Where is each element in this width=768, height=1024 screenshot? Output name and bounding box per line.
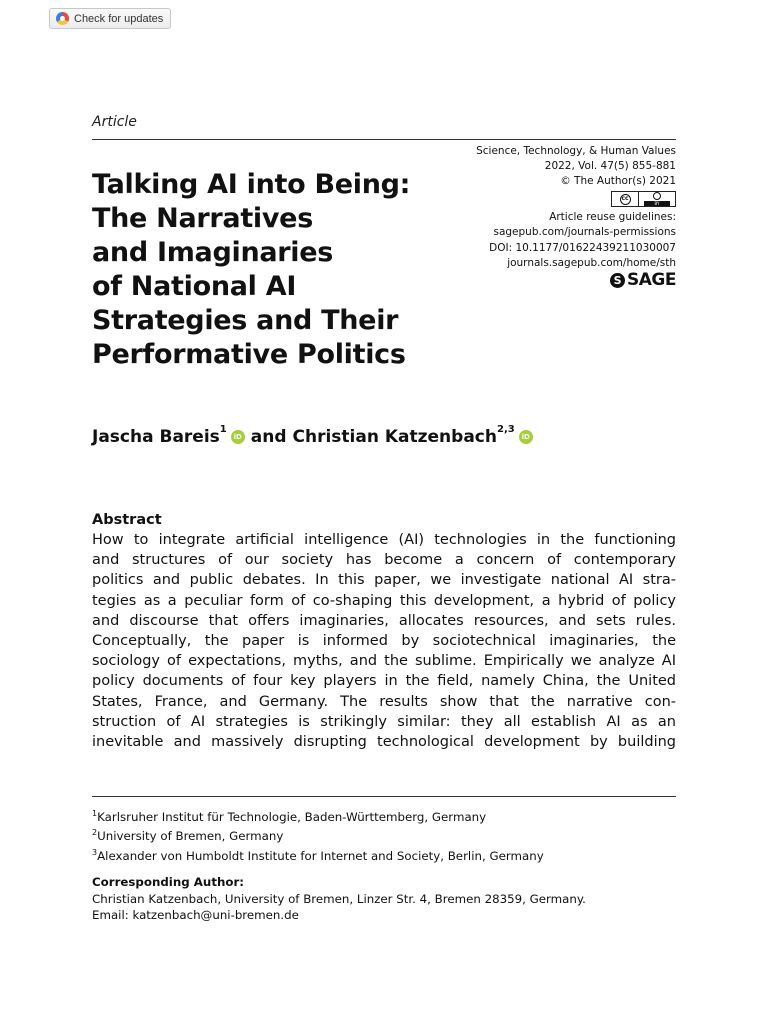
title-line: The Narratives [92,203,313,234]
abstract-line: How to integrate artificial intelligence (AI) technologies in the functioning [92,532,676,548]
title-line: Talking AI into Being: [92,169,411,200]
by-label: BY [644,201,670,206]
abstract-line: struction of AI strategies is strikingly similar: they all establish AI as an [92,713,676,730]
abstract-body [92,530,676,752]
abstract-line: sociology of expectations, myths, and the sublime. Empirically we analyze AI [92,653,676,670]
cc-by-license-icon[interactable] [611,191,676,207]
author-name: Christian Katzenbach [292,427,497,447]
footnote-rule [92,796,676,797]
check-for-updates-label: Check for updates [74,12,164,25]
reuse-guidelines-link[interactable]: sagepub.com/journals-permissions [493,226,676,239]
abstract-line: policy documents of four key players in the field, namely China, the United [92,673,676,690]
journal-homepage-link[interactable]: journals.sagepub.com/home/sth [507,256,676,269]
article-type-label: Article [92,114,137,130]
publisher-logo [476,269,676,290]
publisher-name: SAGE [627,269,676,290]
abstract-line: politics and public debates. In this paper, we investigate national AI stra- [92,572,676,589]
journal-name: Science, Technology, & Human Values [476,145,676,157]
affiliations [92,806,676,864]
check-for-updates-button[interactable] [49,8,171,29]
title-line: and Imaginaries [92,237,334,268]
header-rule [92,139,676,140]
corresponding-author-heading: Corresponding Author: [92,875,245,889]
author-affiliation-mark: 1 [219,424,227,435]
author-name: Jascha Bareis [92,427,220,447]
corresponding-author-address: Christian Katzenbach, University of Bremen, Linzer Str. 4, Bremen 28359, Germany. [92,891,586,906]
crossmark-icon [56,12,69,25]
affiliation-item: $^3$Alexander von Humboldt Institute for Internet and Society, Berlin, Germany [92,847,544,863]
title-line: Strategies and Their [92,305,399,336]
abstract-line: and structures of our society has become a concern of contemporary [92,552,676,569]
reuse-guidelines-label: Article reuse guidelines: [549,211,676,224]
abstract-heading: Abstract [92,512,162,528]
orcid-icon[interactable]: iD [519,430,533,444]
affiliation-item: $^2$University of Bremen, Germany [92,828,284,844]
affiliation-item: $^1$Karlsruher Institut für Technologie, Baden-Württemberg, Germany [92,809,487,824]
author-joiner: and [250,427,287,447]
sage-logo-icon: S [610,273,625,288]
cc-icon: cc [620,194,631,205]
journal-info [476,144,676,288]
abstract-line: and discourse that offers imaginaries, allocates resources, and sets rules. [92,612,676,629]
doi[interactable]: DOI: 10.1177/01622439211030007 [489,241,676,254]
abstract-line: inevitable and massively disrupting technological development by building [92,733,676,750]
corresponding-author [92,874,676,924]
title-line: Performative Politics [92,339,406,370]
abstract-line: States, France, and Germany. The results show that the narrative con- [92,693,676,710]
abstract-line: tegies as a peculiar form of co-shaping this development, a hybrid of policy [92,592,676,609]
journal-citation: 2022, Vol. 47(5) 855-881 [544,160,676,173]
article-title [92,168,472,372]
author-list [92,424,539,447]
author-affiliation-mark: 2,3 [496,424,515,435]
journal-copyright: © The Author(s) 2021 [560,175,676,188]
corresponding-author-email[interactable]: Email: katzenbach@uni-bremen.de [92,908,299,922]
orcid-icon[interactable]: iD [231,430,245,444]
by-person-icon [653,192,661,200]
abstract-line: Conceptually, the paper is informed by sociotechnical imaginaries, the [92,632,676,649]
title-line: of National AI [92,271,297,302]
